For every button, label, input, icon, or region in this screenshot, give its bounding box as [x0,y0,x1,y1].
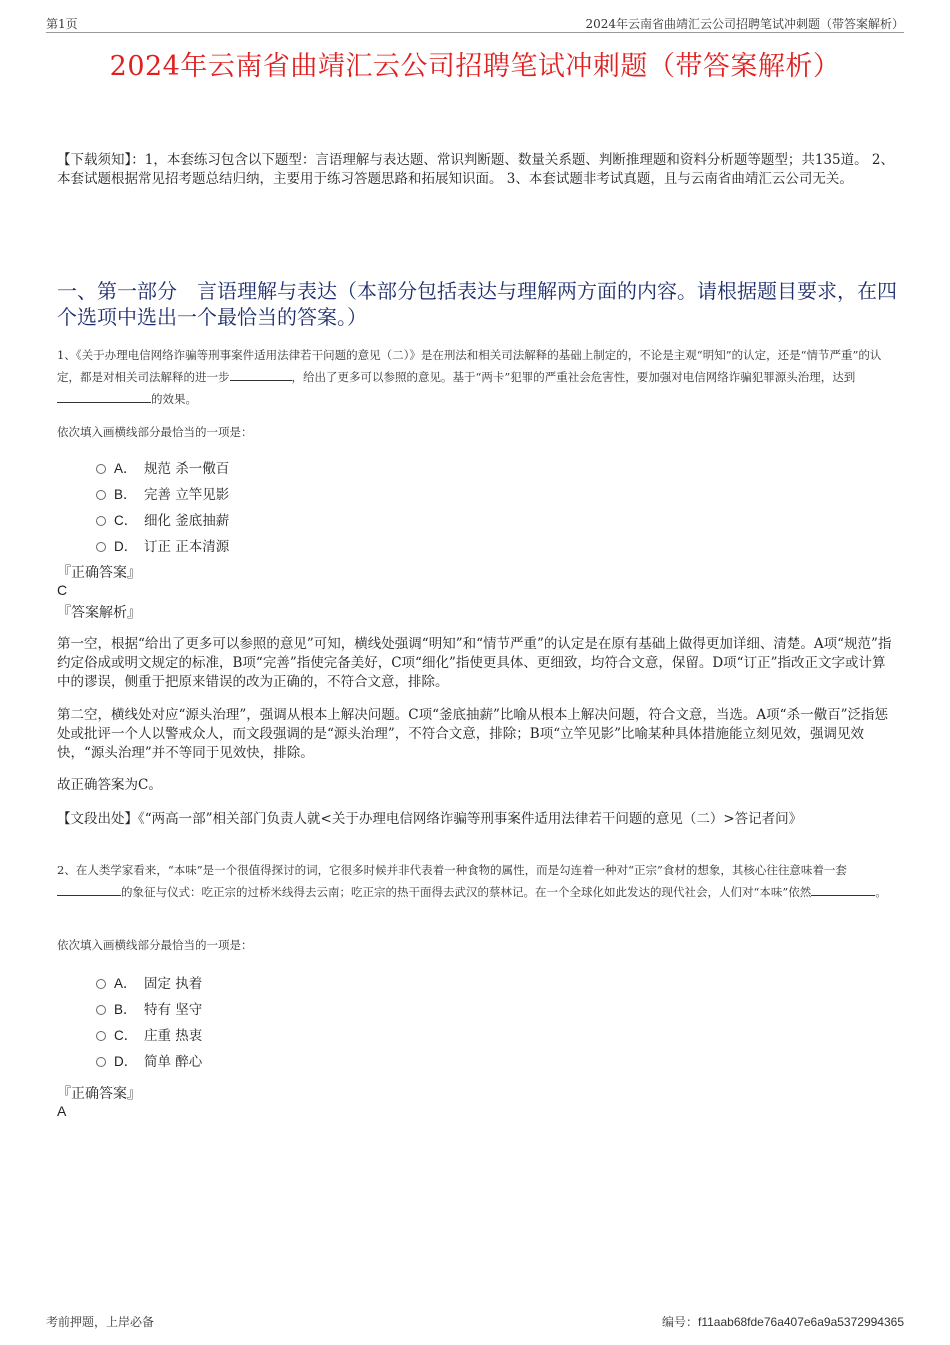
question-1-prompt: 依次填入画横线部分最恰当的一项是： [57,425,253,439]
question-1-option-a[interactable] [96,457,229,475]
question-1-conclusion: 故正确答案为C。 [57,777,162,793]
question-2-option-c[interactable] [96,1024,202,1042]
option-text: 订正 正本清源 [144,539,230,555]
question-1-blank-2 [57,402,151,403]
question-1-option-c[interactable] [96,509,229,527]
document-title: 2024年云南省曲靖汇云公司招聘笔试冲刺题（带答案解析） [109,51,841,82]
question-1-option-d[interactable] [96,535,229,553]
radio-button[interactable] [96,542,106,552]
question-2-prompt: 依次填入画横线部分最恰当的一项是： [57,938,253,952]
footer-code [662,1313,904,1330]
option-letter: B． [114,1002,137,1017]
question-1-source: 【文段出处】《“两高一部”相关部门负责人就<关于办理电信网络诈骗等刑事案件适用法律若干问题的意见（二）>答记者问》 [57,811,803,827]
option-letter: D． [114,539,138,554]
option-letter: A． [114,461,137,476]
question-1-blank-1 [230,380,292,381]
question-2-stem [57,859,902,903]
running-header-title: 2024年云南省曲靖汇云公司招聘笔试冲刺题（带答案解析） [585,17,904,31]
option-text: 规范 杀一儆百 [144,461,230,477]
page-number: 第1页 [46,17,78,31]
option-letter: D． [114,1054,138,1069]
question-2-blank-2 [811,895,875,896]
radio-button[interactable] [96,1031,106,1041]
question-1-answer-label: 『正确答案』 [57,565,141,581]
question-2-answer-label: 『正确答案』 [57,1086,141,1102]
question-2-stem-part2: 的象征与仪式：吃正宗的过桥米线得去云南；吃正宗的热干面得去武汉的蔡林记。在一个全球化如此发达的现代社会，人们对“本味”依然 [121,885,812,899]
option-text: 特有 坚守 [144,1002,203,1018]
question-2-answer: A [57,1103,67,1119]
section-heading: 一、第一部分 言语理解与表达（本部分包括表达与理解两方面的内容。请根据题目要求，在四个选项中选出一个最恰当的答案。） [57,279,897,329]
question-1-analysis-label: 『答案解析』 [57,605,141,621]
radio-button[interactable] [96,490,106,500]
question-2-option-d[interactable] [96,1050,202,1068]
option-text: 完善 立竿见影 [144,487,230,503]
question-1-analysis-para-1: 第一空，根据“给出了更多可以参照的意见”可知，横线处强调“明知”和“情节严重”的认定是在原有基础上做得更加详细、清楚。A项“规范”指约定俗成或明文规定的标准，B项“完善”指使完备美好，C项“细化”指使更具体、更细致，均符合文意，保留。D项“订正”指改正文字或计算中的谬误，侧重于把原来错误的改为正确的，不符合文意，排除。 [57,636,892,690]
option-text: 细化 釜底抽薪 [144,513,230,529]
radio-button[interactable] [96,979,106,989]
question-1-stem-part1: 1、《关于办理电信网络诈骗等刑事案件适用法律若干问题的意见（二）》是在刑法和相关司法解释的基础上制定的，不论是主观“明知”的认定，还是“情节严重”的认定，都是对相关司法解释的进一步 [57,348,882,384]
radio-button[interactable] [96,1005,106,1015]
radio-button[interactable] [96,516,106,526]
option-text: 庄重 热衷 [144,1028,203,1044]
option-letter: B． [114,487,137,502]
radio-button[interactable] [96,1057,106,1067]
question-1-stem [57,344,902,410]
question-2-option-b[interactable] [96,998,202,1016]
option-text: 固定 执着 [144,976,203,992]
option-letter: C． [114,1028,138,1043]
question-1-stem-part3: 的效果。 [151,392,197,406]
header-divider [46,32,904,33]
question-1-option-b[interactable] [96,483,229,501]
footer-code-value: f11aab68fde76a407e6a9a5372994365 [698,1315,904,1329]
question-2-blank-1 [57,895,121,896]
question-2-stem-part1: 2、在人类学家看来，“本味”是一个很值得探讨的词，它很多时候并非代表着一种食物的属性，而是勾连着一种对“正宗”食材的想象，其核心往往意味着一套 [57,863,847,877]
footer-code-label: 编号： [661,1315,698,1329]
question-1-analysis-para-2: 第二空，横线处对应“源头治理”，强调从根本上解决问题。C项“釜底抽薪”比喻从根本上解决问题，符合文意，当选。A项“杀一儆百”泛指惩处或批评一个人以警戒众人，而文段强调的是“源头治理”，不符合文意，排除；B项“立竿见影”比喻某种具体措施能立刻见效，强调见效快，“源头治理”并不等同于见效快，排除。 [57,707,888,761]
option-text: 简单 醉心 [144,1054,203,1070]
question-1-answer: C [57,582,68,598]
footer-slogan: 考前押题，上岸必备 [46,1315,155,1329]
radio-button[interactable] [96,464,106,474]
question-2-option-a[interactable] [96,972,202,990]
option-letter: A． [114,976,137,991]
download-notice: 【下载须知】：1，本套练习包含以下题型：言语理解与表达题、常识判断题、数量关系题、判断推理题和资料分析题等题型；共135道。 2、本套试题根据常见招考题总结归纳，主要用于练习答题思路和拓展知识面。 3、本套试题非考试真题，且与云南省曲靖汇云公司无关。 [57,152,894,187]
question-1-stem-part2: ，给出了更多可以参照的意见。基于“两卡”犯罪的严重社会危害性，要加强对电信网络诈骗犯罪源头治理，达到 [291,370,856,384]
option-letter: C． [114,513,138,528]
question-2-stem-part3: 。 [875,885,887,899]
